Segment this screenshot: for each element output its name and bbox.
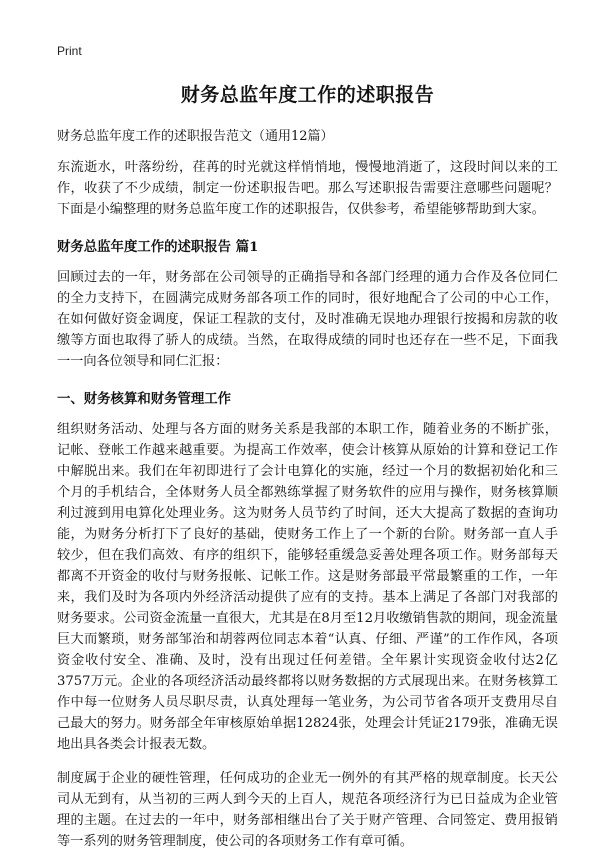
intro-paragraph: 东流逝水，叶落纷纷，荏苒的时光就这样悄悄地，慢慢地消逝了，这段时间以来的工作，收获了不少成绩，制定一份述职报告吧。那么写述职报告需要注意哪些问题呢？下面是小编整理的财务总监年度工作的述职报告，仅供参考，希望能够帮助到大家。 <box>57 160 558 217</box>
page-title: 财务总监年度工作的述职报告 <box>180 84 435 106</box>
subsection-heading: 一、财务核算和财务管理工作 <box>57 391 232 407</box>
section-paragraph: 组织财务活动、处理与各方面的财务关系是我部的本职工作，随着业务的不断扩张，记帐、登帐工作越来越重要。为提高工作效率，使会计核算从原始的计算和登记工作中解脱出来。我们在年初即进行了会计电算化的实施，经过一个月的数据初始化和三个月的手机结合，全体财务人员全都熟练掌握了财务软件的应用与操作，财务核算顺利过渡到用电算化处理业务。这为财务人员节约了时间，还大大提高了数据的查询功能，为财务分析打下了良好的基础，使财务工作上了一个新的台阶。财务部一直人手较少，但在我们高效、有序的组织下，能够轻重缓急妥善处理各项工作。财务部每天都离不开资金的收付与财务报帐、记帐工作。这是财务部最平常最繁重的工作，一年来，我们及时为各项内外经济活动提供了应有的支持。基本上满足了各部门对我部的财务要求。公司资金流量一直很大，尤其是在8月至12月收缴销售款的期间，现金流量巨大而繁琐，财务部邹治和胡蓉两位同志本着“认真、仔细、严谨”的工作作风，各项资金收付安全、准确、及时，没有出现过任何差错。全年累计实现资金收付达2亿3757万元。企业的各项经济活动最终都将以财务数据的方式展现出来。在财务核算工作中每一位财务人员尽职尽责，认真处理每一笔业务，为公司节省各项开支费用尽自己最大的努力。财务部全年审核原始单据12824张，处理会计凭证2179张，准确无误地出具各类会计报表无数。 <box>57 422 558 752</box>
section-paragraph: 回顾过去的一年，财务部在公司领导的正确指导和各部门经理的通力合作及各位同仁的全力支持下，在圆满完成财务部各项工作的同时，很好地配合了公司的中心工作，在如何做好资金调度，保证工程款的支付，及时准确无误地办理银行按揭和房款的收缴等方面也取得了骄人的成绩。当然，在取得成绩的同时也还存在一些不足，下面我一一向各位领导和同仁汇报： <box>57 270 558 369</box>
section-heading: 财务总监年度工作的述职报告 篇1 <box>57 239 259 255</box>
section-paragraph: 制度属于企业的硬性管理，任何成功的企业无一例外的有其严格的规章制度。长天公司从无到有，从当初的三两人到今天的上百人，规范各项经济行为已日益成为企业管理的主题。在过去的一年中，财务部相继出台了关于财产管理、合同签定、费用报销等一系列的财务管理制度，使公司的各项财务工作有章可循。 <box>57 771 558 849</box>
document-subtitle: 财务总监年度工作的述职报告范文（通用12篇） <box>57 129 334 144</box>
print-label[interactable]: Print <box>57 44 82 58</box>
